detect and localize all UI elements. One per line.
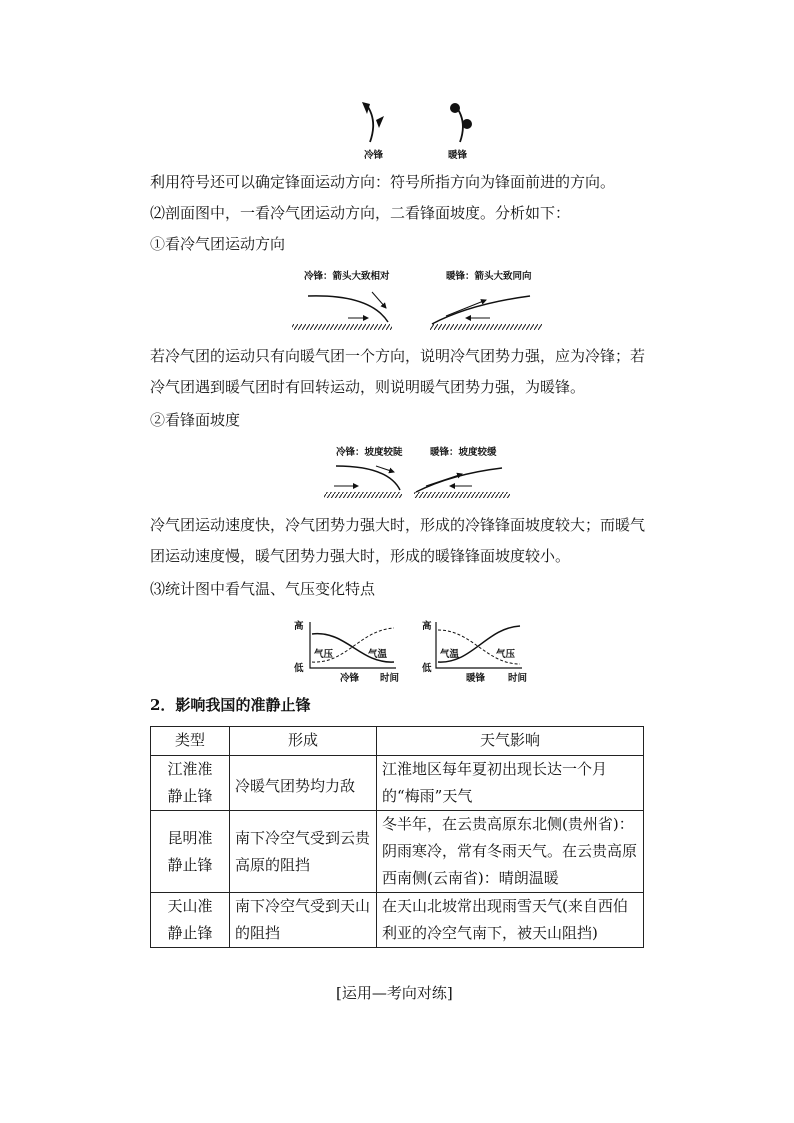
table-cell-type: 江淮准 静止锋 xyxy=(151,756,230,811)
warm-front-label: 暖锋 xyxy=(448,150,468,161)
direction-warm-caption: 暖锋：箭头大致同向 xyxy=(446,271,532,282)
paragraph-sub-direction: ①看冷气团运动方向 xyxy=(150,235,286,253)
warm-chart-time: 时间 xyxy=(508,673,528,684)
table-header-row xyxy=(151,727,644,756)
table-cell-formation: 南下冷空气受到云贵高原的阻挡 xyxy=(230,811,377,893)
table-cell-formation: 冷暖气团势均力敌 xyxy=(230,756,377,811)
table-cell-type: 昆明准 静止锋 xyxy=(151,811,230,893)
cold-chart-pressure: 气压 xyxy=(314,649,334,660)
paragraph-stat-chart: ⑶统计图中看气温、气压变化特点 xyxy=(150,580,376,598)
paragraph-slope-explain-1: 冷气团运动速度快，冷气团势力强大时，形成的冷锋锋面坡度较大；而暖气 xyxy=(150,516,646,534)
direction-diagram xyxy=(290,282,550,332)
cold-chart-time: 时间 xyxy=(380,673,400,684)
paragraph-sub-slope: ②看锋面坡度 xyxy=(150,411,241,429)
table-cell-formation: 南下冷空气受到天山的阻挡 xyxy=(230,893,377,948)
table-row xyxy=(151,811,644,893)
table-header-weather: 天气影响 xyxy=(377,727,644,756)
paragraph-slope-explain-2: 团运动速度慢，暖气团势力强大时，形成的暖锋锋面坡度较小。 xyxy=(150,547,571,565)
table-cell-weather: 在天山北坡常出现雨雪天气(来自西伯利亚的冷空气南下，被天山阻挡) xyxy=(377,893,644,948)
warm-chart-high: 高 xyxy=(422,621,432,632)
cold-chart-front: 冷锋 xyxy=(340,673,360,684)
cold-chart-temp: 气温 xyxy=(368,649,388,660)
table-header-formation: 形成 xyxy=(230,727,377,756)
warm-front-symbol xyxy=(438,100,478,145)
slope-cold-caption: 冷锋：坡度较陡 xyxy=(336,447,403,458)
warm-chart-temp: 气温 xyxy=(440,649,460,660)
paragraph-symbol-direction: 利用符号还可以确定锋面运动方向：符号所指方向为锋面前进的方向。 xyxy=(150,173,616,191)
warm-chart-front: 暖锋 xyxy=(466,673,486,684)
cold-front-symbol xyxy=(348,100,388,145)
warm-chart-low: 低 xyxy=(422,663,432,674)
table-cell-type: 天山准 静止锋 xyxy=(151,893,230,948)
cold-chart-low: 低 xyxy=(294,663,304,674)
stationary-front-table xyxy=(150,726,644,948)
paragraph-section-profile: ⑵剖面图中，一看冷气团运动方向，二看锋面坡度。分析如下： xyxy=(150,204,571,222)
section-heading-stationary-fronts: 2．影响我国的准静止锋 xyxy=(150,696,311,714)
warm-chart-pressure: 气压 xyxy=(496,649,516,660)
direction-cold-caption: 冷锋：箭头大致相对 xyxy=(304,271,390,282)
cold-chart-high: 高 xyxy=(294,621,304,632)
table-cell-weather: 江淮地区每年夏初出现长达一个月的“梅雨”天气 xyxy=(377,756,644,811)
footer-practice-label: [运用—考向对练] xyxy=(336,984,453,1002)
slope-warm-caption: 暖锋：坡度较缓 xyxy=(430,447,497,458)
slope-diagram xyxy=(322,458,522,502)
paragraph-direction-explain-2: 冷气团遇到暖气团时有回转运动，则说明暖气团势力强，为暖锋。 xyxy=(150,378,586,396)
table-cell-weather: 冬半年，在云贵高原东北侧(贵州省)：阴雨寒冷，常有冬雨天气。在云贵高原西南侧(云南省)：晴朗温暖 xyxy=(377,811,644,893)
paragraph-direction-explain-1: 若冷气团的运动只有向暖气团一个方向，说明冷气团势力强，应为冷锋；若 xyxy=(150,347,646,365)
cold-front-label: 冷锋 xyxy=(364,150,384,161)
table-row xyxy=(151,756,644,811)
table-row xyxy=(151,893,644,948)
table-header-type: 类型 xyxy=(151,727,230,756)
